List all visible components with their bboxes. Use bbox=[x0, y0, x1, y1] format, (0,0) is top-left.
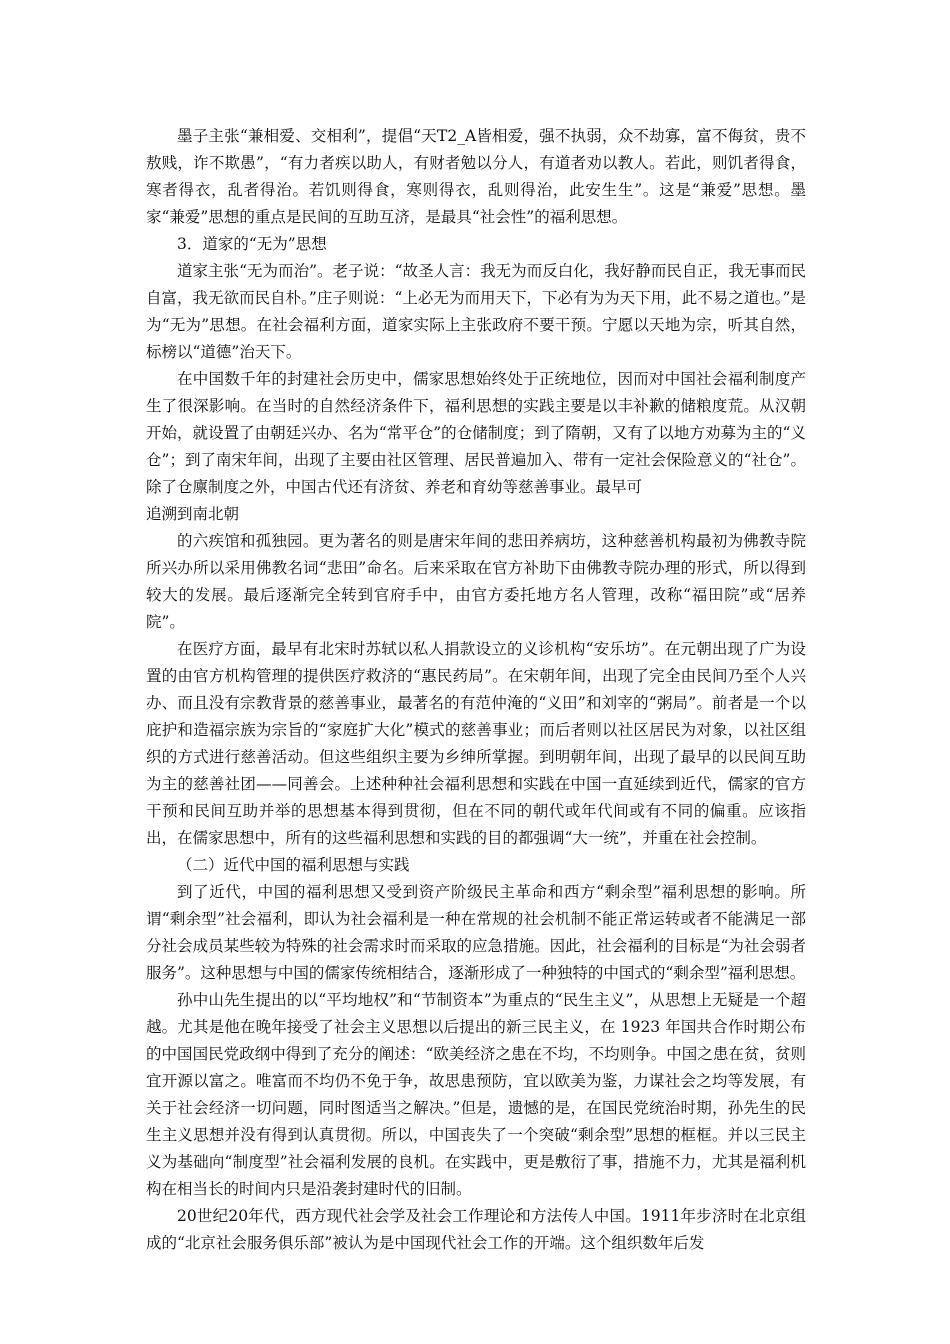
paragraph-charity-institutions: 的六疾馆和孤独园。更为著名的则是唐宋年间的悲田养病坊，这种慈善机构最初为佛教寺院所兴办所以采用佛教名词“悲田”命名。后来采取在官方补助下由佛教寺院办理的形式，所以得到较大的发展。最后逐渐完全转到官府手中，由官方委托地方名人管理，改称“福田院”或“居养院”。 bbox=[146, 532, 806, 631]
section-heading-modern-china: （二）近代中国的福利思想与实践 bbox=[177, 856, 410, 874]
section-heading-taoist-wuwei: 3．道家的“无为”思想 bbox=[177, 235, 327, 253]
paragraph-mohist-universal-love: 墨子主张“兼相爱、交相利”，提倡“天T2_A皆相爱，强不执弱，众不劫寡，富不侮贫，贵不敖贱，诈不欺愚”，“有力者疾以助人，有财者勉以分人，有道者劝以教人。若此，则饥者得食，寒者得衣，乱者得治。若饥则得食，寒则得衣，乱则得治，此安生生”。这是“兼爱”思想。墨家“兼爱”思想的重点是民间的互助互济，是最具“社会性”的福利思想。 bbox=[146, 127, 806, 226]
paragraph-residual-welfare: 到了近代，中国的福利思想又受到资产阶级民主革命和西方“剩余型”福利思想的影响。所谓“剩余型”社会福利，即认为社会福利是一种在常规的社会机制不能正常运转或者不能满足一部分社会成员某些较为特殊的社会需求时而采取的应急措施。因此，社会福利的目标是“为社会弱者服务”。这种思想与中国的儒家传统相结合，逐渐形成了一种独特的中国式的“剩余型”福利思想。 bbox=[146, 883, 806, 982]
paragraph-taoist-wuwei: 道家主张“无为而治”。老子说：“故圣人言：我无为而反白化，我好静而民自正，我无事而民自富，我无欲而民自朴。”庄子则说：“上必无为而用天下，下必有为为天下用，此不易之道也。”是为“无为”思想。在社会福利方面，道家实际上主张政府不要干预。宁愿以天地为宗，听其自然，标榜以“道德”治天下。 bbox=[146, 262, 806, 361]
paragraph-sun-yat-sen: 孙中山先生提出的以“平均地权”和“节制资本”为重点的“民生主义”，从思想上无疑是一个超越。尤其是他在晚年接受了社会主义思想以后提出的新三民主义，在 1923 年国共合作时期公布的中国国民党政纲中得到了充分的阐述：“欧美经济之患在不均，不均则争。中国之患在贫，贫则宜开源以富之。唯富而不均仍不免于争，故思患预防，宜以欧美为鉴，力谋社会之均等发展，有关于社会经济一切问题，同时图适当之解决。”但是，遗憾的是，在国民党统治时期，孙先生的民生主义思想并没有得到认真贯彻。所以，中国丧失了一个突破“剩余型”思想的框框。并以三民主义为基础向“制度型”社会福利发展的良机。在实践中，更是敷衍了事，措施不力，尤其是福利机构在相当长的时间内只是沿袭封建时代的旧制。 bbox=[146, 991, 806, 1198]
paragraph-medical-relief: 在医疗方面，最早有北宋时苏轼以私人捐款设立的义诊机构“安乐坊”。在元朝出现了广为设置的由官方机构管理的提供医疗救济的“惠民药局”。在宋朝年间，出现了完全由民间乃至个人兴办、而且没有宗教背景的慈善事业，最著名的有范仲淹的“义田”和刘宰的“粥局”。前者是一个以庇护和造福宗族为宗旨的“家庭扩大化”模式的慈善事业；而后者则以社区居民为对象，以社区组织的方式进行慈善活动。但这些组织主要为乡绅所掌握。到明朝年间，出现了最早的以民间互助为主的慈善社团——同善会。上述种种社会福利思想和实践在中国一直延续到近代，儒家的官方干预和民间互助并举的思想基本得到贯彻，但在不同的朝代或年代间或有不同的偏重。应该指出，在儒家思想中，所有的这些福利思想和实践的目的都强调“大一统”，并重在社会控制。 bbox=[146, 640, 806, 847]
paragraph-confucian-granary: 在中国数千年的封建社会历史中，儒家思想始终处于正统地位，因而对中国社会福利制度产生了很深影响。在当时的自然经济条件下，福利思想的实践主要是以丰补歉的储粮度荒。从汉朝开始，就设置了由朝廷兴办、名为“常平仓”的仓储制度；到了隋朝，又有了以地方劝募为主的“义仓”；到了南宋年间，出现了主要由社区管理、居民普遍加入、带有一定社会保险意义的“社仓”。除了仓廪制度之外，中国古代还有济贫、养老和育幼等慈善事业。最早可 bbox=[146, 370, 806, 496]
document-page bbox=[146, 123, 806, 1257]
paragraph-fragment-southern-northern: 追溯到南北朝 bbox=[146, 505, 240, 523]
paragraph-1920s-social-work: 20世纪20年代，西方现代社会学及社会工作理论和方法传人中国。1911年步济时在北京组成的“北京社会服务俱乐部”被认为是中国现代社会工作的开端。这个组织数年后发 bbox=[146, 1207, 806, 1252]
